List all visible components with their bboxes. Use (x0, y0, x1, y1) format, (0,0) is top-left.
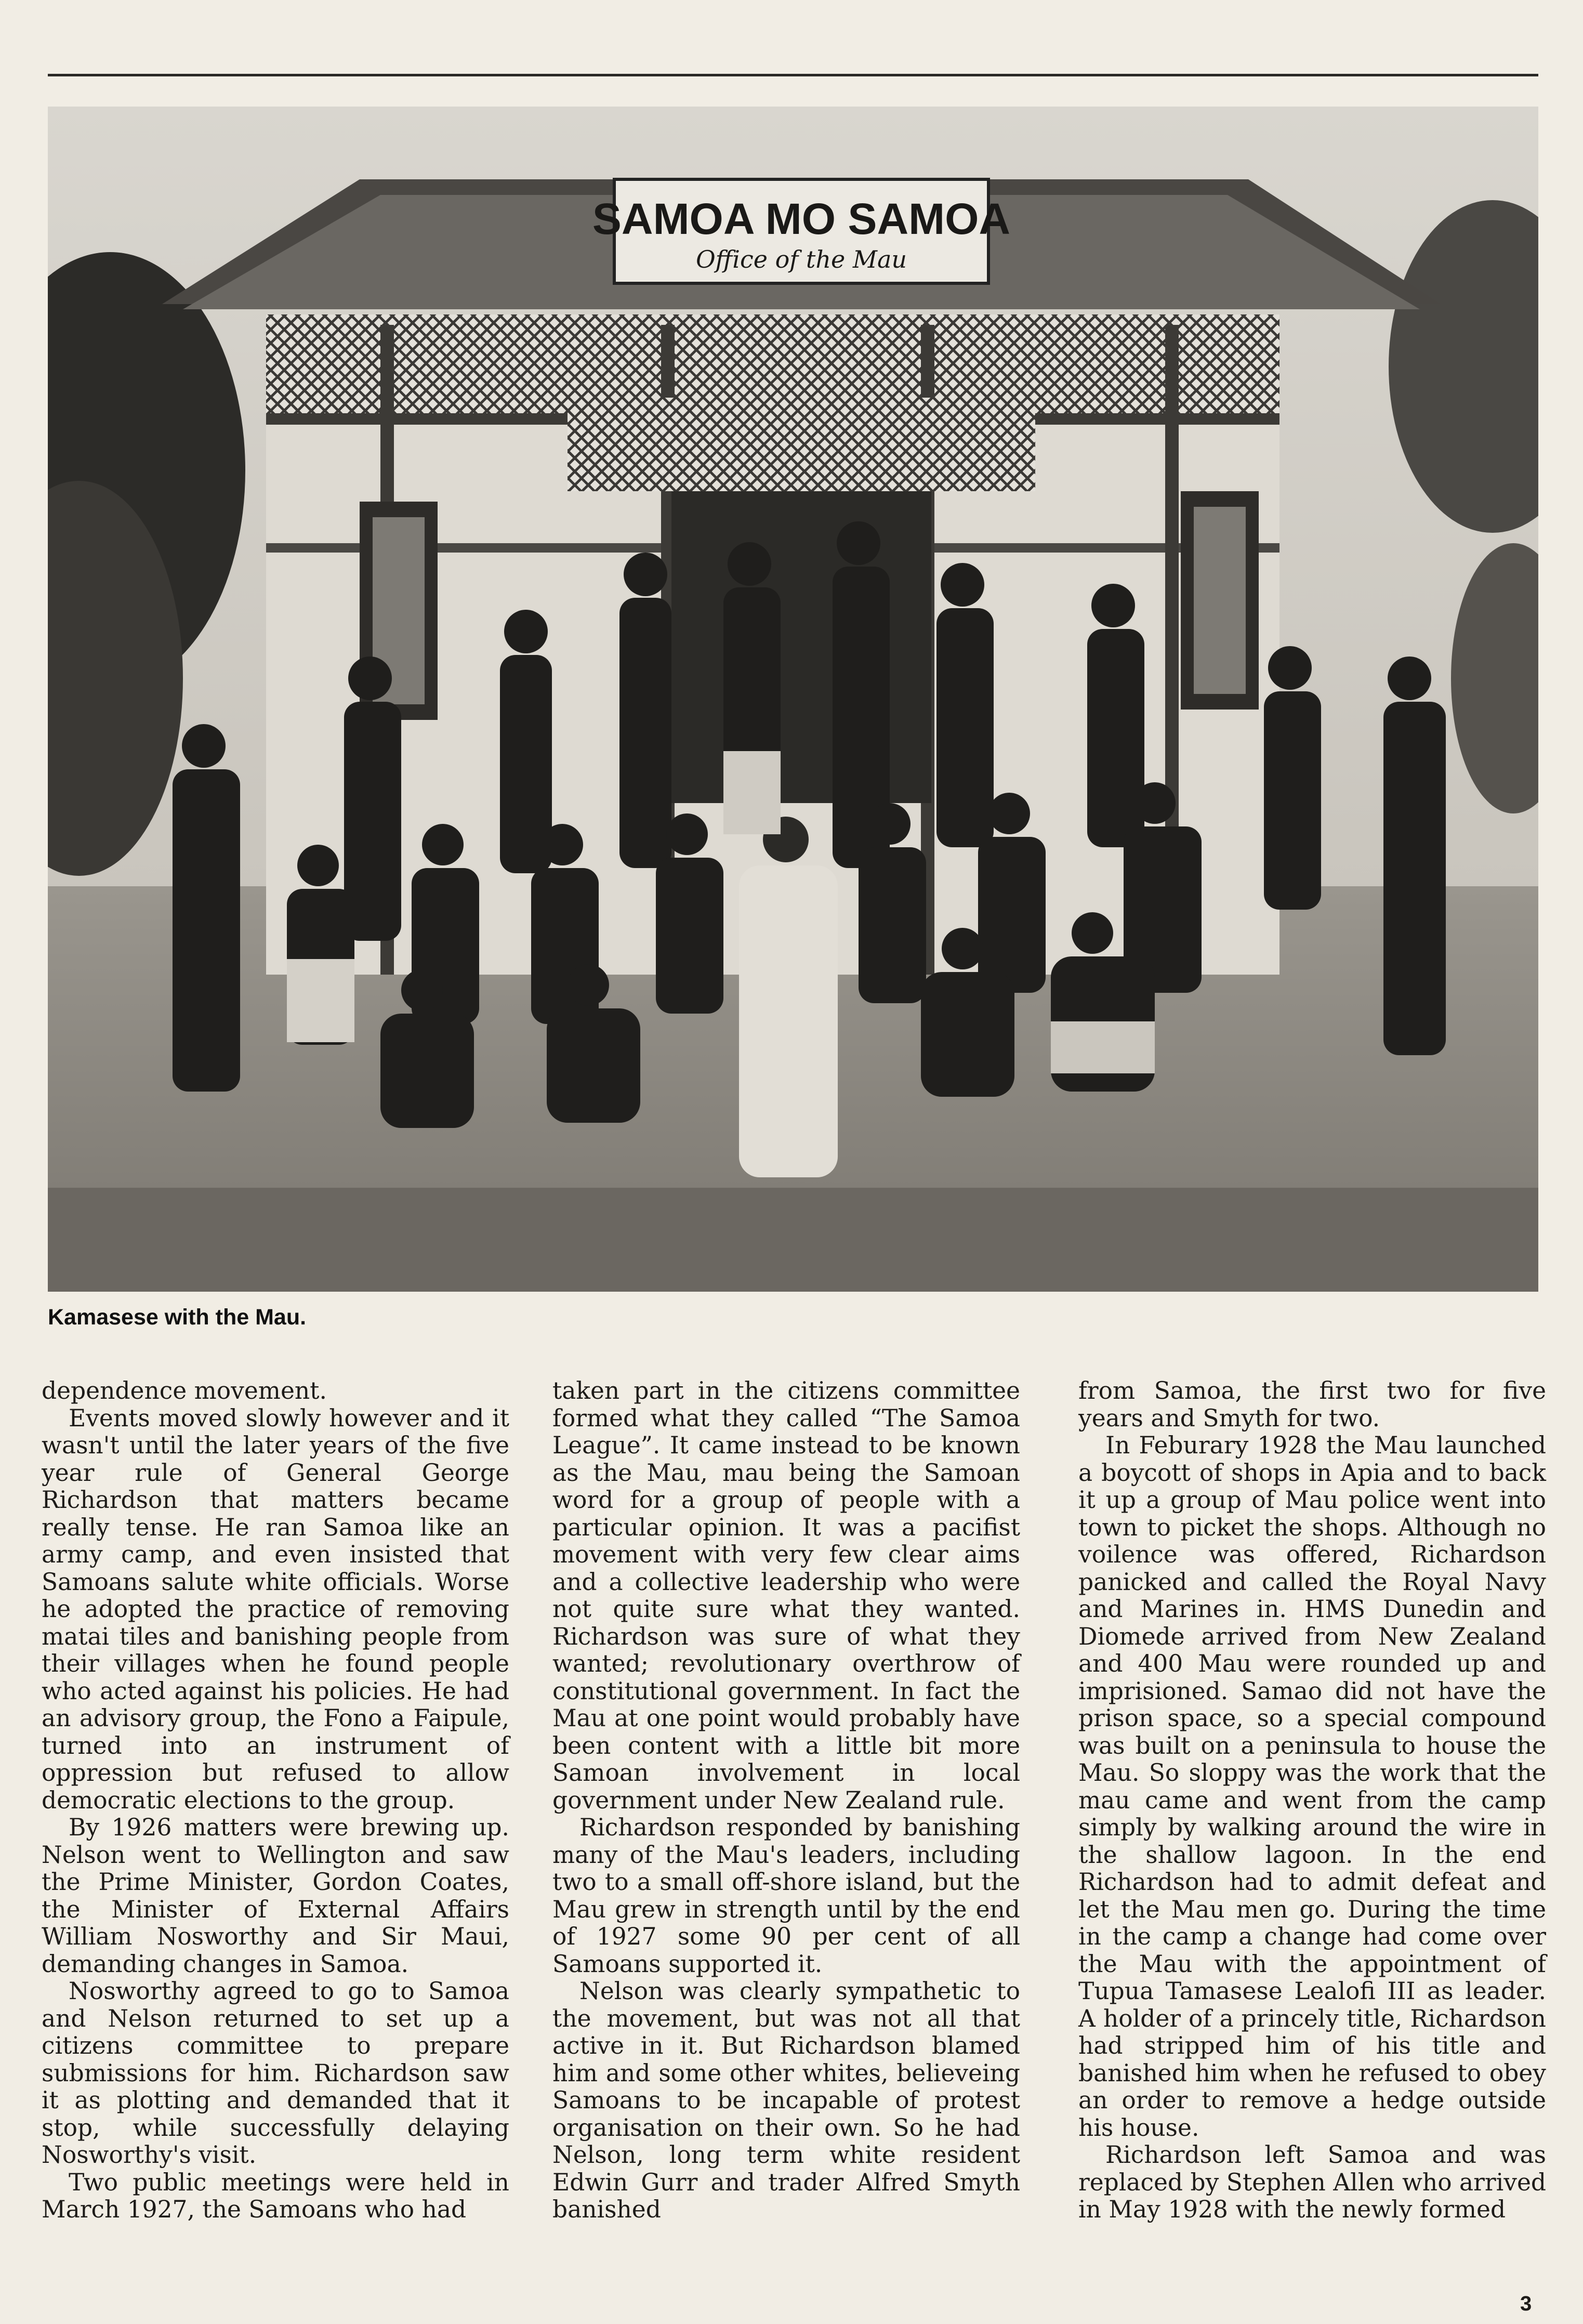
paragraph: Events moved slowly however and it wasn't until the later years of the five year rule of General George Richardson that matters became really tense. He ran Samoa like an army camp, and even insisted that Samoans salute white officials. Worse he adopted the practice of removing matai tiles and banishing people from their villages when he found people who acted against his policies. He had an advisory group, the Fono a Faipule, turned into an instrument of oppression but refused to allow democratic elections to the group. (42, 1404, 509, 1814)
paragraph: dependence movement. (42, 1377, 327, 1404)
sign-subtitle: Office of the Mau (695, 245, 907, 273)
sign-title: SAMOA MO SAMOA (592, 194, 1011, 243)
paragraph: Richardson responded by banishing many of the Mau's leaders, including two to a small off-shore island, but the Mau grew in strength until by the end of 1927 some 90 per cent of all Samoans supported it. (552, 1814, 1020, 1978)
paragraph: Richardson left Samoa and was replaced by Stephen Allen who arrived in May 1928 with the newly formed (1078, 2141, 1546, 2223)
photo-illustration (48, 107, 1538, 1292)
historical-photo (48, 107, 1538, 1292)
text-column-2 (552, 1377, 1020, 2224)
paragraph: Nosworthy agreed to go to Samoa and Nelson returned to set up a citizens committee to prepare submissions for him. Richardson saw it as plotting and demanded that it stop, while successfully delaying Nosworthy's visit. (42, 1977, 509, 2169)
text-column-3 (1078, 1377, 1546, 2224)
paragraph: By 1926 matters were brewing up. Nelson went to Wellington and saw the Prime Minister, Gordon Coates, the Minister of External Affairs William Nosworthy and Sir Maui, demanding changes in Samoa. (42, 1814, 509, 1978)
page-number: 3 (1520, 2292, 1532, 2315)
text-column-1 (42, 1377, 509, 2224)
paragraph: Two public meetings were held in March 1927, the Samoans who had (42, 2168, 509, 2223)
photo-caption: Kamasese with the Mau. (48, 1305, 307, 1330)
paragraph: Nelson was clearly sympathetic to the movement, but was not all that active in it. But Richardson blamed him and some other whites, believeing Samoans to be incapable of protest organisation on their own. So he had Nelson, long term white resident Edwin Gurr and trader Alfred Smyth banished (552, 1977, 1020, 2223)
paragraph: from Samoa, the first two for five years and Smyth for two. (1078, 1377, 1546, 1432)
paragraph: taken part in the citizens committee formed what they called “The Samoa League”. It came instead to be known as the Mau, mau being the Samoan word for a group of people with a particular opinion. It was a pacifist movement with very few clear aims and a collective leadership who were not quite sure what they wanted. Richardson was sure of what they wanted; revolutionary overthrow of constitutional government. In fact the Mau at one point would probably have been content with a little bit more Samoan involvement in local government under New Zealand rule. (552, 1377, 1020, 1814)
top-rule (48, 74, 1538, 76)
paragraph: In Feburary 1928 the Mau launched a boycott of shops in Apia and to back it up a group of Mau police went into town to picket the shops. Although no voilence was offered, Richardson panicked and called the Royal Navy and Marines in. HMS Dunedin and Diomede arrived from New Zealand and 400 Mau were rounded up and imprisioned. Samao did not have the prison space, so a special compound was built on a peninsula to house the Mau. So sloppy was the work that the mau came and went from the camp simply by walking around the wire in the shallow lagoon. In the end Richardson had to admit defeat and let the Mau men go. During the time in the camp a change had come over the Mau with the appointment of Tupua Tamasese Lealofi III as leader. A holder of a princely title, Richardson had stripped him of his title and banished him when he refused to obey an order to remove a hedge outside his house. (1078, 1432, 1546, 2142)
